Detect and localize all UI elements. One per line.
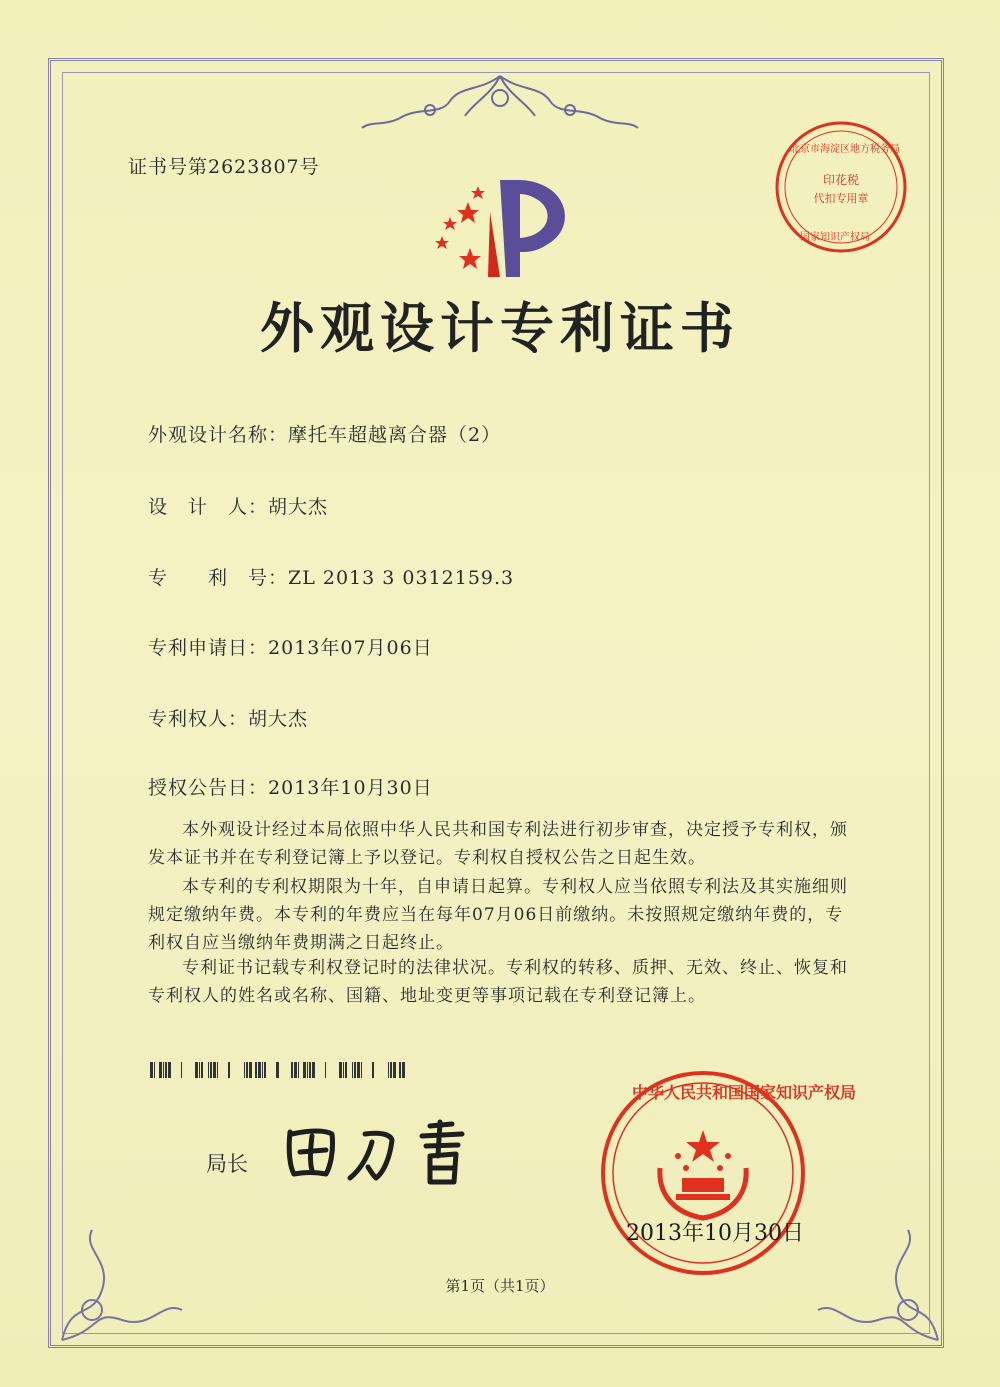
page-footer: 第1页（共1页）	[445, 1277, 555, 1295]
paragraph-line: 专利证书记载专利权登记时的法律状况。专利权的转移、质押、无效、终止、恢复和	[182, 958, 848, 978]
paragraph-line: 专利权人的姓名或名称、国籍、地址变更等事项记载在专利登记簿上。	[148, 986, 706, 1006]
paragraph-line: 本专利的专利权期限为十年，自申请日起算。专利权人应当依照专利法及其实施细则	[182, 877, 848, 897]
tax-stamp-line1: 印花税	[822, 173, 860, 187]
director-signature	[280, 1112, 500, 1192]
tax-stamp-bottom-text: 国家知识产权局	[800, 232, 870, 243]
paragraph-line: 规定缴纳年费。本专利的年费应当在每年07月06日前缴纳。未按照规定缴纳年费的，专	[148, 905, 844, 925]
top-ornament	[360, 66, 640, 136]
tax-stamp-ring-text: 北京市海淀区地方税务局	[790, 144, 900, 155]
field-label: 专利申请日：	[148, 637, 269, 659]
paragraph-line: 本外观设计经过本局依照中华人民共和国专利法进行初步审查，决定授予专利权，颁	[182, 820, 848, 840]
field-value: 2013年10月30日	[268, 777, 433, 799]
field-application-date	[148, 633, 433, 660]
barcode	[150, 1062, 405, 1078]
field-label: 专 利 号：	[148, 567, 289, 589]
certificate-number: 证书号第2623807号	[128, 156, 320, 178]
field-label: 设 计 人：	[148, 496, 269, 518]
field-value: 胡大杰	[268, 496, 329, 518]
field-patentee	[148, 704, 308, 731]
field-patent-number	[148, 563, 514, 590]
field-label: 专利权人：	[148, 708, 249, 730]
field-label: 外观设计名称：	[148, 424, 289, 446]
field-design-name	[148, 420, 501, 447]
director-label: 局长	[206, 1152, 248, 1176]
patent-office-logo	[428, 172, 588, 292]
field-designer	[148, 492, 328, 519]
field-value: 胡大杰	[248, 708, 309, 730]
paragraph-line: 发本证书并在专利登记簿上予以登记。专利权自授权公告之日起生效。	[148, 848, 706, 868]
seal-date: 2013年10月30日	[626, 1221, 804, 1246]
paragraph-3	[148, 954, 868, 1010]
page-title: 外观设计专利证书	[260, 296, 740, 360]
paragraph-1	[148, 816, 868, 872]
field-label: 授权公告日：	[148, 777, 269, 799]
office-seal-ring-text: 中华人民共和国国家知识产权局	[632, 1083, 857, 1102]
tax-stamp-line2: 代扣专用章	[813, 192, 869, 205]
field-grant-date	[148, 773, 433, 800]
paragraph-2	[148, 873, 868, 957]
field-value: 摩托车超越离合器（2）	[288, 424, 502, 446]
field-value: ZL 2013 3 0312159.3	[288, 567, 515, 589]
field-value: 2013年07月06日	[268, 637, 433, 659]
paragraph-line: 利权自应当缴纳年费期满之日起终止。	[148, 933, 454, 953]
